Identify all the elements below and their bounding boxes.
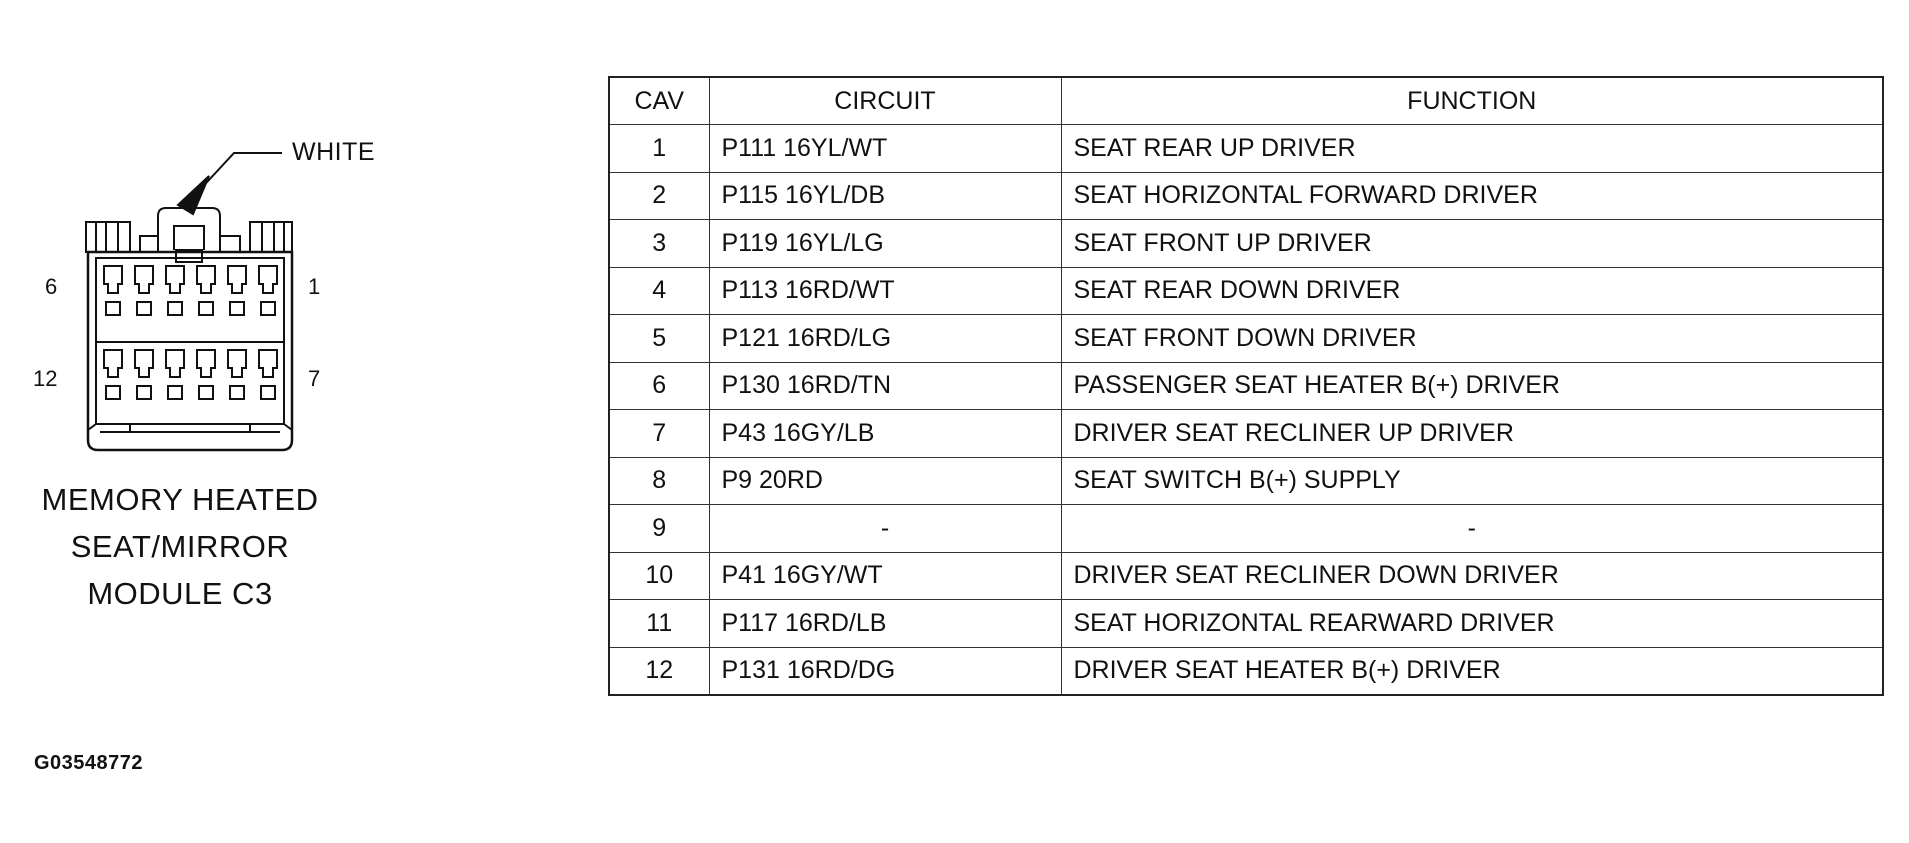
cell-function: - [1061, 505, 1883, 553]
cell-circuit: P115 16YL/DB [709, 172, 1061, 220]
cell-circuit: P9 20RD [709, 457, 1061, 505]
connector-caption [30, 476, 330, 617]
cell-function: SEAT REAR UP DRIVER [1061, 125, 1883, 173]
cell-function: SEAT SWITCH B(+) SUPPLY [1061, 457, 1883, 505]
table-row [609, 457, 1883, 505]
cell-cav: 8 [609, 457, 709, 505]
cell-circuit: P119 16YL/LG [709, 220, 1061, 268]
cell-cav: 1 [609, 125, 709, 173]
connector-diagram [0, 0, 560, 720]
cell-function: PASSENGER SEAT HEATER B(+) DRIVER [1061, 362, 1883, 410]
caption-line: MEMORY HEATED [41, 482, 319, 517]
cell-circuit: P131 16RD/DG [709, 647, 1061, 695]
figure-id: G03548772 [34, 752, 144, 774]
cell-function: DRIVER SEAT RECLINER DOWN DRIVER [1061, 552, 1883, 600]
cell-function: SEAT FRONT UP DRIVER [1061, 220, 1883, 268]
cell-circuit: P113 16RD/WT [709, 267, 1061, 315]
cavity-label-top-right: 1 [308, 274, 321, 299]
pinout-table [608, 76, 1884, 696]
cavity-label-bottom-right: 7 [308, 366, 321, 391]
table-header-row [609, 77, 1883, 125]
table-row [609, 410, 1883, 458]
cell-cav: 11 [609, 600, 709, 648]
cell-function: DRIVER SEAT HEATER B(+) DRIVER [1061, 647, 1883, 695]
pinout-table-body [609, 125, 1883, 695]
cell-function: SEAT HORIZONTAL REARWARD DRIVER [1061, 600, 1883, 648]
cell-function: SEAT REAR DOWN DRIVER [1061, 267, 1883, 315]
callout-leader-line [195, 153, 282, 195]
table-row [609, 125, 1883, 173]
connector-latch [158, 208, 220, 250]
connector-color-label: WHITE [292, 138, 376, 166]
cell-circuit: P130 16RD/TN [709, 362, 1061, 410]
cell-circuit: P111 16YL/WT [709, 125, 1061, 173]
cell-cav: 12 [609, 647, 709, 695]
connector-left-ribs [86, 222, 158, 252]
caption-line: MODULE C3 [87, 576, 273, 611]
table-row [609, 647, 1883, 695]
table-row [609, 267, 1883, 315]
header-function: FUNCTION [1061, 77, 1883, 125]
cavity-row-bottom [104, 350, 277, 399]
cell-circuit: P121 16RD/LG [709, 315, 1061, 363]
cell-circuit: P41 16GY/WT [709, 552, 1061, 600]
table-row [609, 600, 1883, 648]
cell-function: SEAT FRONT DOWN DRIVER [1061, 315, 1883, 363]
caption-line: SEAT/MIRROR [70, 529, 290, 564]
cell-cav: 2 [609, 172, 709, 220]
header-circuit: CIRCUIT [709, 77, 1061, 125]
cell-cav: 4 [609, 267, 709, 315]
cell-cav: 10 [609, 552, 709, 600]
table-row [609, 362, 1883, 410]
cavity-label-top-left: 6 [45, 274, 58, 299]
connector-right-ribs [220, 222, 292, 252]
table-row [609, 220, 1883, 268]
cell-cav: 3 [609, 220, 709, 268]
cell-cav: 5 [609, 315, 709, 363]
cell-circuit: - [709, 505, 1061, 553]
cell-circuit: P117 16RD/LB [709, 600, 1061, 648]
table-row [609, 505, 1883, 553]
cell-function: SEAT HORIZONTAL FORWARD DRIVER [1061, 172, 1883, 220]
cavity-label-bottom-left: 12 [33, 366, 58, 391]
cell-cav: 6 [609, 362, 709, 410]
table-row [609, 552, 1883, 600]
cell-cav: 9 [609, 505, 709, 553]
cavity-row-top [104, 266, 277, 315]
cell-function: DRIVER SEAT RECLINER UP DRIVER [1061, 410, 1883, 458]
header-cav: CAV [609, 77, 709, 125]
table-row [609, 315, 1883, 363]
cell-circuit: P43 16GY/LB [709, 410, 1061, 458]
table-row [609, 172, 1883, 220]
cell-cav: 7 [609, 410, 709, 458]
